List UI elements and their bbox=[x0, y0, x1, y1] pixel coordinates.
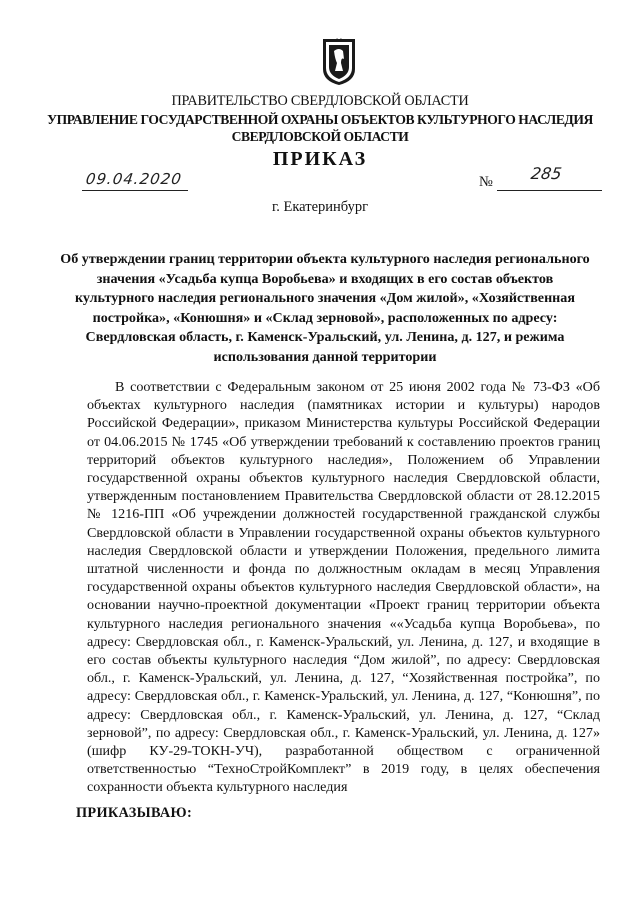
body-paragraph: В соответствии с Федеральным законом от 25 июня 2002 года № 73-ФЗ «Об объектах культурного наследия (памятниках истории и культуры) народов Российской Федерации», приказом Министерства культуры Российской Федерации от 04.06.2015 № 1745 «Об утверждении требований к составлению проектов границ территорий объектов культурного наследия», Положением об Управлении государственной охраны объектов культурного наследия Свердловской области, утвержденным постановлением Правительства Свердловской области от 28.12.2015 № 1216-ПП «Об учреждении должностей государственной гражданской службы Свердловской области в Управлении государственной охраны объектов культурного наследия Свердловской области и утверждении Положения, предельного лимита штатной численности и фонда по должностным окладам в месяц Управления государственной охраны объектов культурного наследия Свердловской области», на основании научно-проектной документации «Проект границ территории объекта культурного наследия регионального значения ««Усадьба купца Воробьева», по адресу: Свердловская обл., г. Каменск-Уральский, ул. Ленина, д. 127, и входящие в его состав объекты культурного наследия “Дом жилой”, по адресу: Свердловская обл., г. Каменск-Уральский, ул. Ленина, д. 127, “Хозяйственная постройка”, по адресу: Свердловская обл., г. Каменск-Уральский, ул. Ленина, д. 127, “Конюшня”, по адресу: Свердловская обл., г. Каменск-Уральский, ул. Ленина, д. 127, “Склад зерновой”, по адресу: Свердловская обл., г. Каменск-Уральский, ул. Ленина, д. 127» (шифр КУ-29-ТОКН-УЧ), разработанной обществом с ограниченной ответственностью “ТехноСтройКомплект” в 2019 году, в целях обеспечения сохранности объекта культурного наследия bbox=[87, 379, 600, 796]
number-handwritten: 285 bbox=[529, 164, 563, 183]
number-underline bbox=[497, 190, 602, 191]
city: г. Екатеринбург bbox=[271, 199, 369, 215]
government-name: ПРАВИТЕЛЬСТВО СВЕРДЛОВСКОЙ ОБЛАСТИ bbox=[171, 93, 469, 109]
order-word: ПРИКАЗЫВАЮ: bbox=[76, 805, 193, 821]
date-underline bbox=[82, 190, 188, 191]
document-type: ПРИКАЗ bbox=[272, 148, 368, 170]
number-label: № bbox=[479, 174, 493, 190]
date-handwritten: 09.04.2020 bbox=[84, 170, 184, 188]
coat-of-arms-icon bbox=[321, 37, 357, 87]
department-name: УПРАВЛЕНИЕ ГОСУДАРСТВЕННОЙ ОХРАНЫ ОБЪЕКТОВ КУЛЬТУРНОГО НАСЛЕДИЯ СВЕРДЛОВСКОЙ ОБЛАСТИ bbox=[47, 112, 593, 144]
order-title: Об утверждении границ территории объекта культурного наследия регионального значения «Усадьба купца Воробьева» и входящих в его состав объектов культурного наследия регионального значения «Дом жилой», «Хозяйственная постройка», «Конюшня» и «Склад зерновой», расположенных по адресу: Свердловская область, г. Каменск-Уральский, ул. Ленина, д. 127, и режима использования данной территории bbox=[60, 251, 590, 365]
